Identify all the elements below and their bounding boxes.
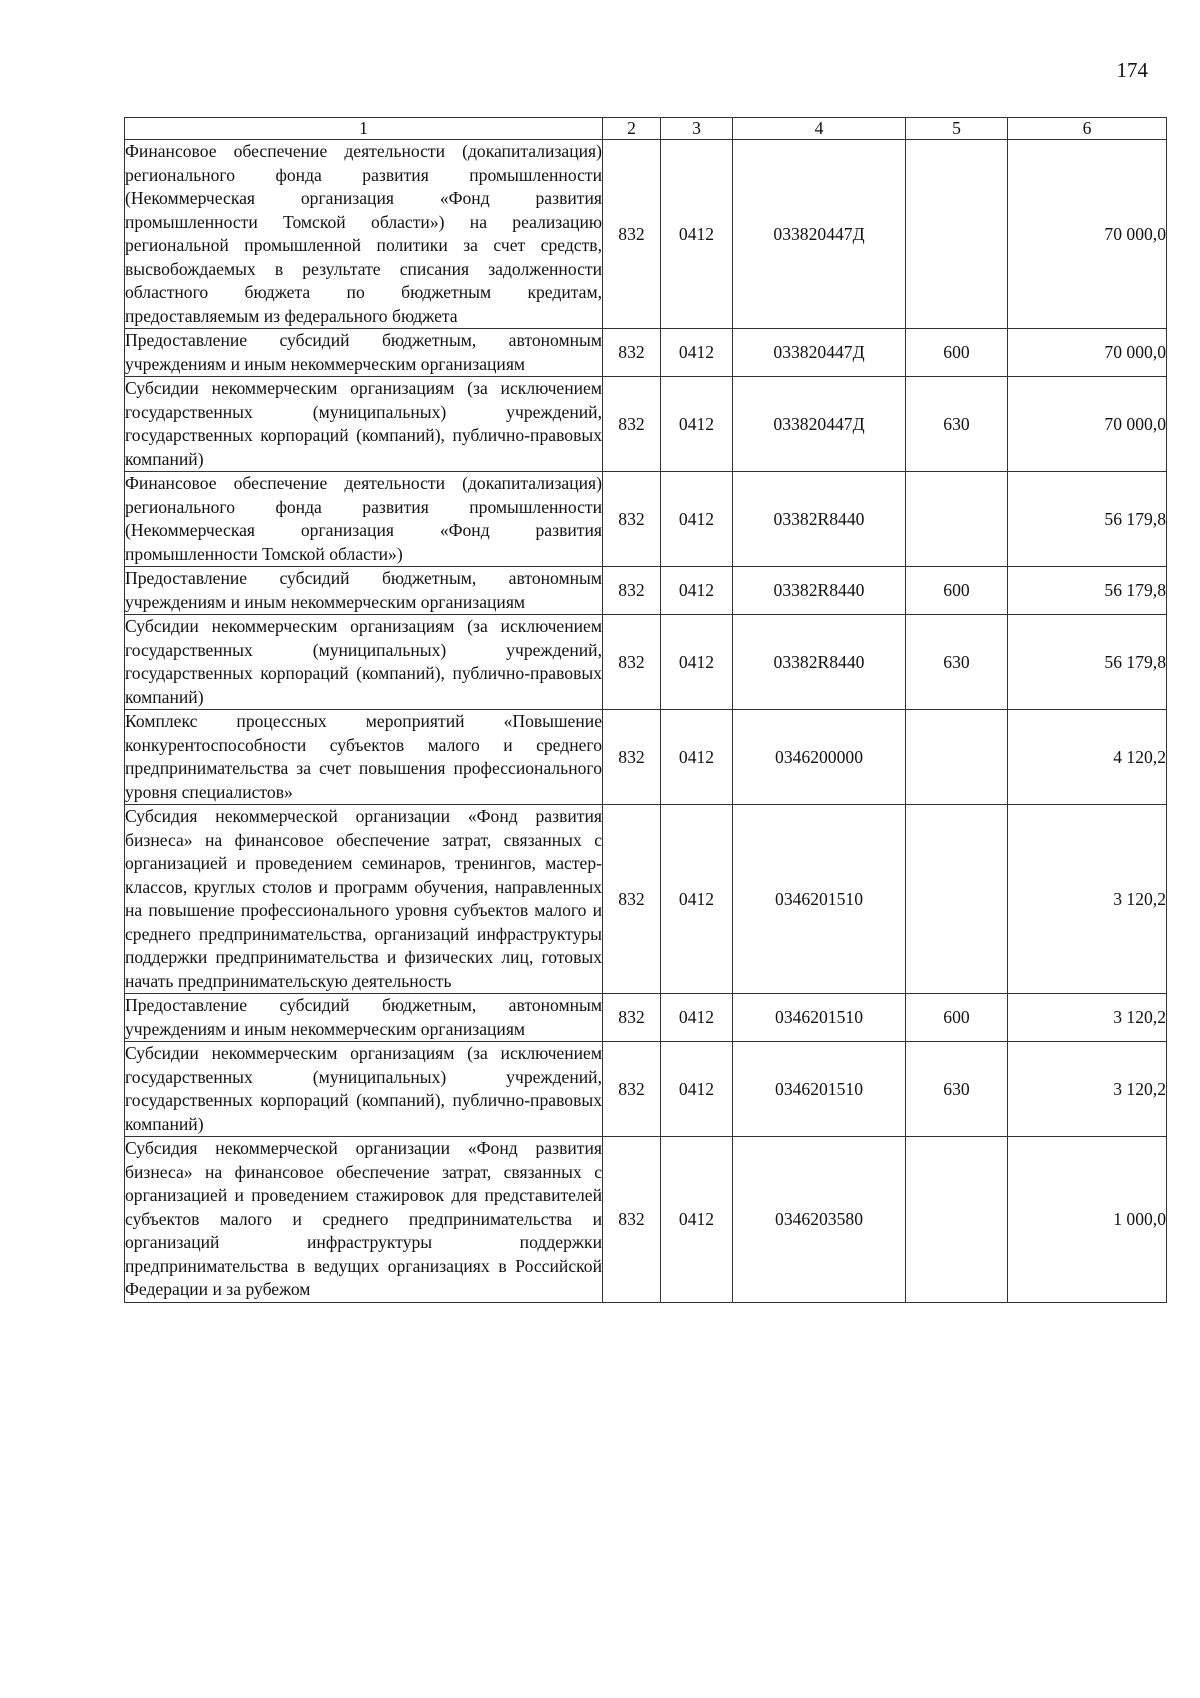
- row-grbs-cell: 832: [603, 567, 661, 615]
- row-amount-cell: 56 179,8: [1008, 567, 1167, 615]
- column-header: 6: [1008, 118, 1167, 140]
- row-expense-type-cell: [906, 1137, 1008, 1303]
- row-name-cell: Субсидия некоммерческой организации «Фонд развития бизнеса» на финансовое обеспечение затрат, связанных с организацией и проведением семинаров, тренингов, мастер-классов, круглых столов и программ обучения, направленных на повышение профессионального уровня субъектов малого и среднего предпринимательства, организаций инфраструктуры поддержки предпринимательства и физических лиц, готовых начать предпринимательскую деятельность: [125, 805, 603, 994]
- row-grbs-cell: 832: [603, 615, 661, 710]
- table-row: [125, 710, 1167, 805]
- row-name-cell: Субсидия некоммерческой организации «Фонд развития бизнеса» на финансовое обеспечение затрат, связанных с организацией и проведением стажировок для представителей субъектов малого и среднего предпринимательства и организаций инфраструктуры поддержки предпринимательства в ведущих организациях в Российской Федерации и за рубежом: [125, 1137, 603, 1303]
- budget-table: [124, 117, 1167, 1303]
- row-expense-type-cell: 630: [906, 1042, 1008, 1137]
- row-expense-type-cell: [906, 710, 1008, 805]
- row-amount-cell: 56 179,8: [1008, 615, 1167, 710]
- row-target-article-cell: 0346201510: [733, 1042, 906, 1137]
- column-header: 5: [906, 118, 1008, 140]
- row-amount-cell: 3 120,2: [1008, 1042, 1167, 1137]
- column-header: 4: [733, 118, 906, 140]
- row-amount-cell: 3 120,2: [1008, 994, 1167, 1042]
- row-section-cell: 0412: [661, 140, 733, 329]
- row-expense-type-cell: [906, 805, 1008, 994]
- table-row: [125, 1137, 1167, 1303]
- row-target-article-cell: 03382R8440: [733, 615, 906, 710]
- row-grbs-cell: 832: [603, 140, 661, 329]
- row-amount-cell: 70 000,0: [1008, 377, 1167, 472]
- row-name-cell: Предоставление субсидий бюджетным, автономным учреждениям и иным некоммерческим организациям: [125, 567, 603, 615]
- row-section-cell: 0412: [661, 567, 733, 615]
- row-target-article-cell: 033820447Д: [733, 377, 906, 472]
- row-target-article-cell: 03382R8440: [733, 567, 906, 615]
- row-grbs-cell: 832: [603, 472, 661, 567]
- row-section-cell: 0412: [661, 615, 733, 710]
- row-expense-type-cell: 600: [906, 329, 1008, 377]
- row-expense-type-cell: 600: [906, 994, 1008, 1042]
- table-row: [125, 377, 1167, 472]
- column-header: 2: [603, 118, 661, 140]
- row-section-cell: 0412: [661, 377, 733, 472]
- row-amount-cell: 3 120,2: [1008, 805, 1167, 994]
- row-expense-type-cell: [906, 140, 1008, 329]
- row-amount-cell: 70 000,0: [1008, 140, 1167, 329]
- row-grbs-cell: 832: [603, 1137, 661, 1303]
- row-expense-type-cell: 630: [906, 377, 1008, 472]
- header-row: [125, 118, 1167, 140]
- row-grbs-cell: 832: [603, 1042, 661, 1137]
- row-section-cell: 0412: [661, 472, 733, 567]
- row-target-article-cell: 0346201510: [733, 805, 906, 994]
- page-number: 174: [1116, 58, 1148, 82]
- row-target-article-cell: 033820447Д: [733, 329, 906, 377]
- row-name-cell: Субсидии некоммерческим организациям (за исключением государственных (муниципальных) учреждений, государственных корпораций (компаний), публично-правовых компаний): [125, 1042, 603, 1137]
- row-target-article-cell: 0346201510: [733, 994, 906, 1042]
- row-section-cell: 0412: [661, 1137, 733, 1303]
- row-name-cell: Предоставление субсидий бюджетным, автономным учреждениям и иным некоммерческим организациям: [125, 994, 603, 1042]
- table-row: [125, 1042, 1167, 1137]
- table-row: [125, 567, 1167, 615]
- row-amount-cell: 4 120,2: [1008, 710, 1167, 805]
- table-row: [125, 329, 1167, 377]
- table-row: [125, 805, 1167, 994]
- row-target-article-cell: 0346200000: [733, 710, 906, 805]
- row-name-cell: Субсидии некоммерческим организациям (за исключением государственных (муниципальных) учреждений, государственных корпораций (компаний), публично-правовых компаний): [125, 615, 603, 710]
- row-name-cell: Предоставление субсидий бюджетным, автономным учреждениям и иным некоммерческим организациям: [125, 329, 603, 377]
- row-target-article-cell: 033820447Д: [733, 140, 906, 329]
- row-amount-cell: 70 000,0: [1008, 329, 1167, 377]
- row-section-cell: 0412: [661, 994, 733, 1042]
- row-grbs-cell: 832: [603, 710, 661, 805]
- row-target-article-cell: 0346203580: [733, 1137, 906, 1303]
- row-name-cell: Финансовое обеспечение деятельности (докапитализация) регионального фонда развития промышленности (Некоммерческая организация «Фонд развития промышленности Томской области»): [125, 472, 603, 567]
- row-grbs-cell: 832: [603, 994, 661, 1042]
- row-expense-type-cell: [906, 472, 1008, 567]
- row-name-cell: Комплекс процессных мероприятий «Повышение конкурентоспособности субъектов малого и среднего предпринимательства за счет повышения профессионального уровня специалистов»: [125, 710, 603, 805]
- column-header: 1: [125, 118, 603, 140]
- row-name-cell: Субсидии некоммерческим организациям (за исключением государственных (муниципальных) учреждений, государственных корпораций (компаний), публично-правовых компаний): [125, 377, 603, 472]
- row-expense-type-cell: 630: [906, 615, 1008, 710]
- table-row: [125, 994, 1167, 1042]
- row-amount-cell: 1 000,0: [1008, 1137, 1167, 1303]
- row-section-cell: 0412: [661, 1042, 733, 1137]
- column-header: 3: [661, 118, 733, 140]
- row-expense-type-cell: 600: [906, 567, 1008, 615]
- row-target-article-cell: 03382R8440: [733, 472, 906, 567]
- table-row: [125, 472, 1167, 567]
- row-section-cell: 0412: [661, 805, 733, 994]
- row-grbs-cell: 832: [603, 805, 661, 994]
- row-amount-cell: 56 179,8: [1008, 472, 1167, 567]
- row-grbs-cell: 832: [603, 377, 661, 472]
- row-section-cell: 0412: [661, 329, 733, 377]
- row-grbs-cell: 832: [603, 329, 661, 377]
- row-section-cell: 0412: [661, 710, 733, 805]
- table-row: [125, 615, 1167, 710]
- table-row: [125, 140, 1167, 329]
- row-name-cell: Финансовое обеспечение деятельности (докапитализация) регионального фонда развития промышленности (Некоммерческая организация «Фонд развития промышленности Томской области») на реализацию региональной промышленной политики за счет средств, высвобождаемых в результате списания задолженности областного бюджета по бюджетным кредитам, предоставляемым из федерального бюджета: [125, 140, 603, 329]
